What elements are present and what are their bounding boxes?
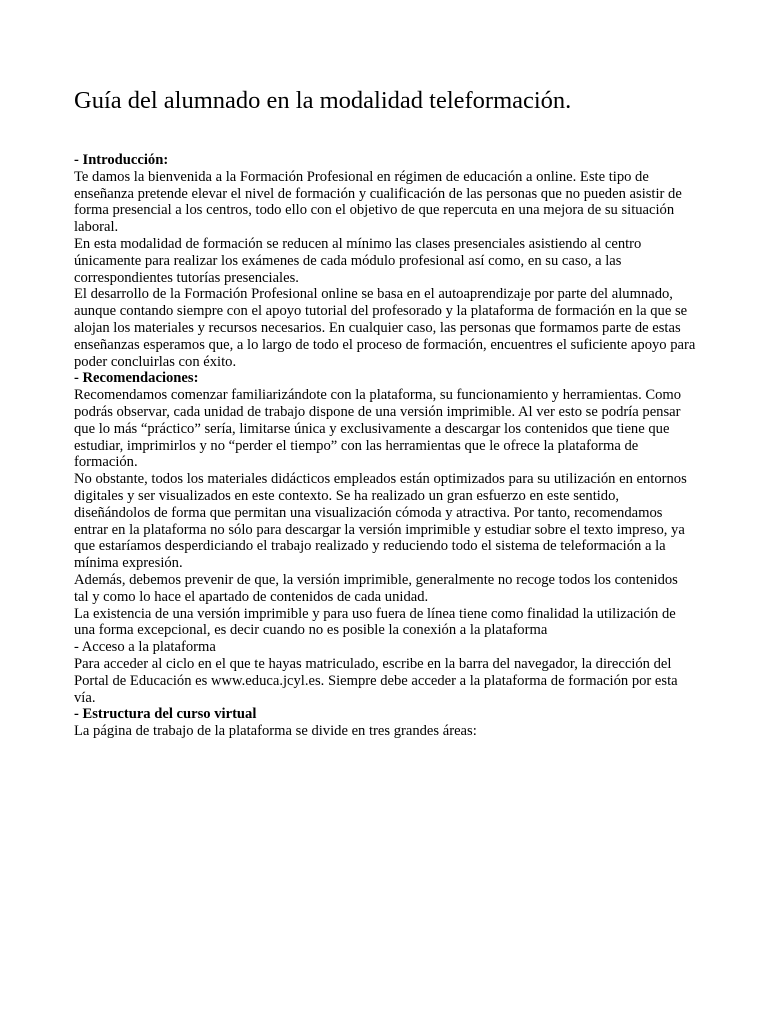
paragraph: En esta modalidad de formación se reducen al mínimo las clases presenciales asistiendo al centro únicamente para realizar los exámenes de cada módulo profesional así como, en su caso, a las correspondientes tutorías presenciales. xyxy=(74,235,642,286)
section-heading-recomendaciones: - Recomendaciones: xyxy=(74,370,199,387)
paragraph: Te damos la bienvenida a la Formación Profesional en régimen de educación a online. Este tipo de enseñanza pretende elevar el nivel de formación y cualificación de las personas que no pueden asistir de forma presencial a los centros, todo ello con el objetivo de que repercuta en una mejora de su situación laboral. xyxy=(74,168,682,236)
paragraph: No obstante, todos los materiales didácticos empleados están optimizados para su utilización en entornos digitales y ser visualizados en este contexto. Se ha realizado un gran esfuerzo en este sentido, diseñándolos de forma que permitan una visualización cómoda y atractiva. Por tanto, recomendamos entrar en la plataforma no sólo para descargar la versión imprimible y estudiar sobre el texto impreso, ya que estaríamos desperdiciando el trabajo realizado y reduciendo todo el sistema de teleformación a la mínima expresión. xyxy=(74,471,687,572)
paragraph: Para acceder al ciclo en el que te hayas matriculado, escribe en la barra del navegador, la dirección del Portal de Educación es www.educa.jcyl.es. Siempre debe acceder a la plataforma de formación por esta vía. xyxy=(74,655,678,706)
paragraph: La página de trabajo de la plataforma se divide en tres grandes áreas: xyxy=(74,723,477,740)
paragraph: El desarrollo de la Formación Profesional online se basa en el autoaprendizaje por parte del alumnado, aunque contando siempre con el apoyo tutorial del profesorado y la plataforma de formación en la que se alojan los materiales y recursos necesarios. En cualquier caso, las personas que formamos parte de estas enseñanzas esperamos que, a lo largo de todo el proceso de formación, encuentres el suficiente apoyo para poder concluirlas con éxito. xyxy=(74,286,696,370)
section-heading-introduccion: - Introducción: xyxy=(74,152,169,168)
paragraph: Recomendamos comenzar familiarizándote con la plataforma, su funcionamiento y herramientas. Como podrás observar, cada unidad de trabajo dispone de una versión imprimible. Al ver esto se podría pensar que lo más “práctico” sería, limitarse única y exclusivamente a descargar los contenidos que tiene que estudiar, imprimirlos y no “perder el tiempo” con las herramientas que le ofrece la plataforma de formación. xyxy=(74,387,682,471)
paragraph: Además, debemos prevenir de que, la versión imprimible, generalmente no recoge todos los contenidos tal y como lo hace el apartado de contenidos de cada unidad. xyxy=(74,571,678,605)
document-page xyxy=(74,84,696,740)
section-heading-acceso: - Acceso a la plataforma xyxy=(74,639,216,656)
document-title: Guía del alumnado en la modalidad teleformación. xyxy=(74,87,572,114)
document-body xyxy=(74,152,696,740)
paragraph: La existencia de una versión imprimible y para uso fuera de línea tiene como finalidad la utilización de una forma excepcional, es decir cuando no es posible la conexión a la plataforma xyxy=(74,605,676,639)
section-heading-estructura: - Estructura del curso virtual xyxy=(74,706,257,723)
